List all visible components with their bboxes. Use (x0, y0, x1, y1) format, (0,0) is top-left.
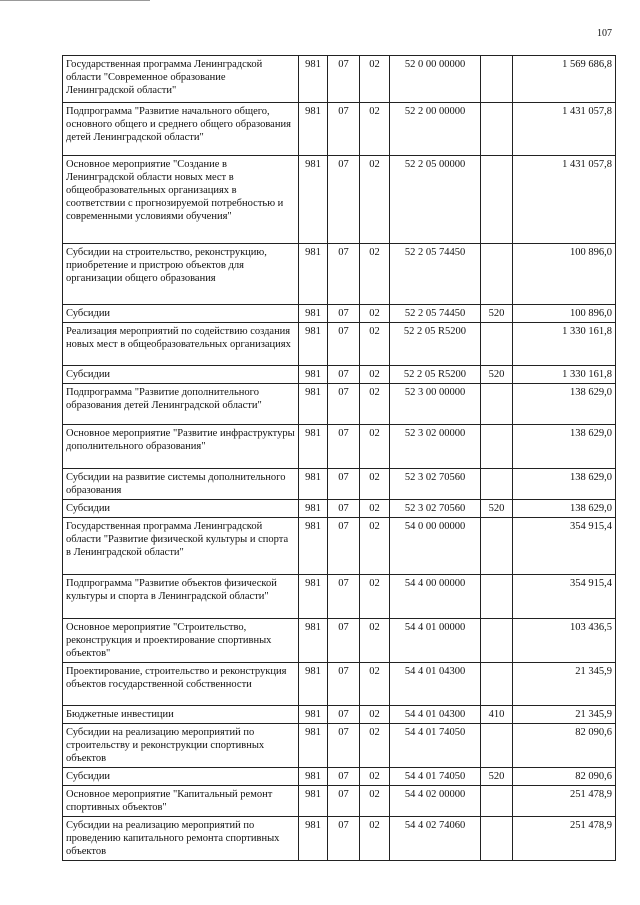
row-amount: 100 896,0 (513, 244, 616, 305)
row-target-code: 54 4 01 04300 (390, 706, 481, 724)
row-subsection-code: 02 (360, 663, 390, 706)
row-expense-type (481, 619, 513, 663)
row-name: Государственная программа Ленинградской области "Развитие физической культуры и спорта в Ленинградской области" (63, 518, 299, 575)
row-subsection-code: 02 (360, 425, 390, 469)
row-ministry-code: 981 (299, 244, 328, 305)
row-section-code: 07 (328, 425, 360, 469)
row-target-code: 52 2 05 R5200 (390, 366, 481, 384)
row-name: Основное мероприятие "Развитие инфраструктуры дополнительного образования" (63, 425, 299, 469)
table-row (63, 706, 616, 724)
row-ministry-code: 981 (299, 575, 328, 619)
table-row (63, 469, 616, 500)
row-name: Проектирование, строительство и реконструкция объектов государственной собственности (63, 663, 299, 706)
row-target-code: 52 2 05 R5200 (390, 323, 481, 366)
row-section-code: 07 (328, 663, 360, 706)
row-amount: 1 431 057,8 (513, 103, 616, 156)
row-expense-type: 520 (481, 500, 513, 518)
row-subsection-code: 02 (360, 575, 390, 619)
row-target-code: 52 2 00 00000 (390, 103, 481, 156)
row-expense-type: 520 (481, 366, 513, 384)
row-section-code: 07 (328, 724, 360, 768)
table-row (63, 575, 616, 619)
row-amount: 251 478,9 (513, 817, 616, 861)
table-row (63, 323, 616, 366)
row-target-code: 54 4 02 00000 (390, 786, 481, 817)
row-name: Субсидии (63, 500, 299, 518)
row-target-code: 52 2 05 00000 (390, 156, 481, 244)
row-name: Подпрограмма "Развитие объектов физической культуры и спорта в Ленинградской области" (63, 575, 299, 619)
row-name: Субсидии на реализацию мероприятий по проведению капитального ремонта спортивных объектов (63, 817, 299, 861)
row-name: Субсидии (63, 305, 299, 323)
row-subsection-code: 02 (360, 366, 390, 384)
row-expense-type (481, 244, 513, 305)
row-target-code: 54 4 01 74050 (390, 768, 481, 786)
row-section-code: 07 (328, 518, 360, 575)
row-amount: 100 896,0 (513, 305, 616, 323)
row-name: Основное мероприятие "Создание в Ленинградской области новых мест в общеобразовательных организациях в соответствии с прогнозируемой потребностью и современными условиями обучения" (63, 156, 299, 244)
row-target-code: 54 4 01 00000 (390, 619, 481, 663)
row-expense-type: 520 (481, 768, 513, 786)
row-name: Субсидии на реализацию мероприятий по строительству и реконструкции спортивных объектов (63, 724, 299, 768)
row-ministry-code: 981 (299, 663, 328, 706)
row-ministry-code: 981 (299, 500, 328, 518)
row-expense-type: 520 (481, 305, 513, 323)
row-ministry-code: 981 (299, 518, 328, 575)
row-expense-type: 410 (481, 706, 513, 724)
row-ministry-code: 981 (299, 786, 328, 817)
row-expense-type (481, 575, 513, 619)
table-row (63, 500, 616, 518)
row-amount: 1 569 686,8 (513, 56, 616, 103)
row-name: Подпрограмма "Развитие дополнительного образования детей Ленинградской области" (63, 384, 299, 425)
table-row (63, 518, 616, 575)
row-section-code: 07 (328, 305, 360, 323)
row-subsection-code: 02 (360, 56, 390, 103)
row-subsection-code: 02 (360, 619, 390, 663)
row-amount: 21 345,9 (513, 706, 616, 724)
row-amount: 21 345,9 (513, 663, 616, 706)
table-row (63, 786, 616, 817)
row-amount: 251 478,9 (513, 786, 616, 817)
row-name: Бюджетные инвестиции (63, 706, 299, 724)
row-amount: 1 330 161,8 (513, 323, 616, 366)
row-section-code: 07 (328, 619, 360, 663)
row-subsection-code: 02 (360, 323, 390, 366)
row-expense-type (481, 663, 513, 706)
row-section-code: 07 (328, 786, 360, 817)
row-subsection-code: 02 (360, 156, 390, 244)
row-ministry-code: 981 (299, 156, 328, 244)
row-section-code: 07 (328, 768, 360, 786)
table-row (63, 156, 616, 244)
row-amount: 82 090,6 (513, 724, 616, 768)
row-expense-type (481, 384, 513, 425)
row-target-code: 52 3 02 00000 (390, 425, 481, 469)
table-row (63, 56, 616, 103)
row-target-code: 52 3 00 00000 (390, 384, 481, 425)
row-target-code: 54 4 02 74060 (390, 817, 481, 861)
row-name: Подпрограмма "Развитие начального общего, основного общего и среднего общего образования детей Ленинградской области" (63, 103, 299, 156)
row-section-code: 07 (328, 156, 360, 244)
row-target-code: 54 4 00 00000 (390, 575, 481, 619)
row-name: Реализация мероприятий по содействию создания новых мест в общеобразовательных организациях (63, 323, 299, 366)
row-section-code: 07 (328, 384, 360, 425)
row-amount: 1 330 161,8 (513, 366, 616, 384)
row-expense-type (481, 518, 513, 575)
row-section-code: 07 (328, 575, 360, 619)
row-ministry-code: 981 (299, 384, 328, 425)
row-subsection-code: 02 (360, 817, 390, 861)
row-subsection-code: 02 (360, 500, 390, 518)
row-name: Основное мероприятие "Капитальный ремонт спортивных объектов" (63, 786, 299, 817)
row-section-code: 07 (328, 244, 360, 305)
scan-edge-line (0, 0, 150, 1)
row-amount: 138 629,0 (513, 500, 616, 518)
row-name: Государственная программа Ленинградской области "Современное образование Ленинградской области" (63, 56, 299, 103)
row-ministry-code: 981 (299, 768, 328, 786)
table-row (63, 103, 616, 156)
row-expense-type (481, 724, 513, 768)
row-ministry-code: 981 (299, 619, 328, 663)
table-row (63, 425, 616, 469)
row-expense-type (481, 425, 513, 469)
row-ministry-code: 981 (299, 469, 328, 500)
row-section-code: 07 (328, 817, 360, 861)
row-section-code: 07 (328, 323, 360, 366)
row-name: Субсидии (63, 768, 299, 786)
row-ministry-code: 981 (299, 56, 328, 103)
row-name: Субсидии на строительство, реконструкцию, приобретение и пристрою объектов для организации общего образования (63, 244, 299, 305)
row-section-code: 07 (328, 103, 360, 156)
row-section-code: 07 (328, 56, 360, 103)
row-section-code: 07 (328, 366, 360, 384)
row-ministry-code: 981 (299, 817, 328, 861)
row-subsection-code: 02 (360, 724, 390, 768)
row-name: Субсидии (63, 366, 299, 384)
row-ministry-code: 981 (299, 366, 328, 384)
row-ministry-code: 981 (299, 323, 328, 366)
table-row (63, 724, 616, 768)
row-subsection-code: 02 (360, 786, 390, 817)
row-target-code: 52 0 00 00000 (390, 56, 481, 103)
row-amount: 138 629,0 (513, 469, 616, 500)
row-name: Субсидии на развитие системы дополнительного образования (63, 469, 299, 500)
table-row (63, 366, 616, 384)
row-subsection-code: 02 (360, 469, 390, 500)
row-amount: 103 436,5 (513, 619, 616, 663)
table-row (63, 305, 616, 323)
row-section-code: 07 (328, 500, 360, 518)
row-expense-type (481, 469, 513, 500)
row-subsection-code: 02 (360, 305, 390, 323)
row-amount: 354 915,4 (513, 518, 616, 575)
budget-table (62, 55, 616, 861)
row-expense-type (481, 56, 513, 103)
row-target-code: 54 0 00 00000 (390, 518, 481, 575)
row-amount: 354 915,4 (513, 575, 616, 619)
row-target-code: 52 2 05 74450 (390, 305, 481, 323)
row-expense-type (481, 817, 513, 861)
row-ministry-code: 981 (299, 724, 328, 768)
row-target-code: 54 4 01 74050 (390, 724, 481, 768)
row-section-code: 07 (328, 706, 360, 724)
row-target-code: 52 3 02 70560 (390, 500, 481, 518)
row-target-code: 52 3 02 70560 (390, 469, 481, 500)
table-row (63, 663, 616, 706)
row-subsection-code: 02 (360, 244, 390, 305)
table-row (63, 384, 616, 425)
row-ministry-code: 981 (299, 305, 328, 323)
row-expense-type (481, 323, 513, 366)
row-subsection-code: 02 (360, 518, 390, 575)
row-subsection-code: 02 (360, 768, 390, 786)
row-amount: 82 090,6 (513, 768, 616, 786)
row-subsection-code: 02 (360, 103, 390, 156)
row-section-code: 07 (328, 469, 360, 500)
table-row (63, 817, 616, 861)
row-amount: 1 431 057,8 (513, 156, 616, 244)
row-expense-type (481, 156, 513, 244)
table-row (63, 619, 616, 663)
page-number: 107 (597, 28, 612, 39)
row-expense-type (481, 103, 513, 156)
row-target-code: 54 4 01 04300 (390, 663, 481, 706)
row-ministry-code: 981 (299, 103, 328, 156)
row-subsection-code: 02 (360, 706, 390, 724)
table-row (63, 768, 616, 786)
row-amount: 138 629,0 (513, 425, 616, 469)
row-ministry-code: 981 (299, 425, 328, 469)
table-row (63, 244, 616, 305)
row-ministry-code: 981 (299, 706, 328, 724)
row-name: Основное мероприятие "Строительство, реконструкция и проектирование спортивных объектов" (63, 619, 299, 663)
row-target-code: 52 2 05 74450 (390, 244, 481, 305)
row-subsection-code: 02 (360, 384, 390, 425)
row-expense-type (481, 786, 513, 817)
row-amount: 138 629,0 (513, 384, 616, 425)
